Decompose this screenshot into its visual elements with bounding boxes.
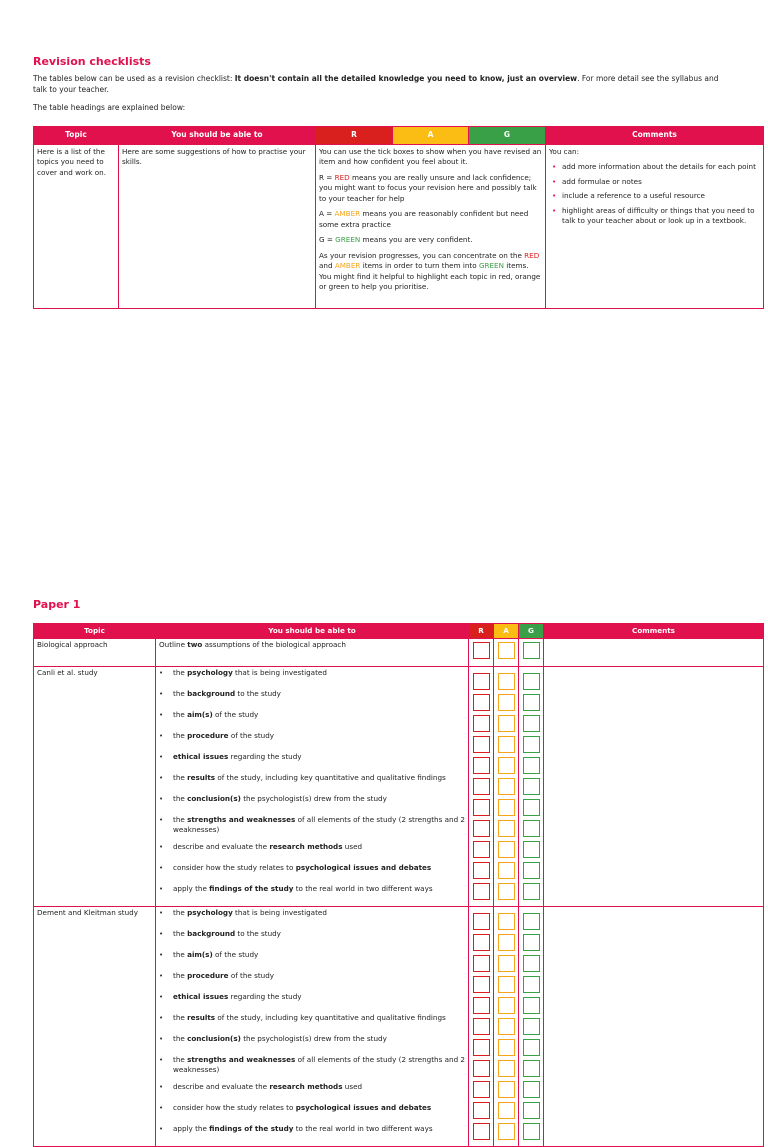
bullet-icon: • [159, 1013, 164, 1022]
bullet-icon: • [159, 884, 164, 893]
key-rag-cell [316, 144, 546, 308]
header-comments: Comments [544, 624, 764, 639]
bullet-icon: • [159, 773, 164, 782]
checkbox-stack [472, 671, 490, 902]
list-item: • add more information about the details for each point [562, 162, 760, 173]
amber-checkbox[interactable] [498, 862, 515, 879]
key-body-row [34, 144, 764, 308]
green-checkbox[interactable] [523, 883, 540, 900]
list-item [159, 950, 465, 971]
green-checkbox[interactable] [523, 736, 540, 753]
checkbox-stack [522, 671, 540, 902]
bullet-icon: • [159, 815, 164, 824]
rag-green-line: G = GREEN means you are very confident. [319, 235, 473, 244]
comments-cell[interactable] [544, 906, 764, 1146]
bullet-icon: • [159, 1103, 164, 1112]
header-a: A [494, 624, 519, 639]
green-checkbox[interactable] [523, 1081, 540, 1098]
amber-checkbox[interactable] [498, 913, 515, 930]
green-checkbox[interactable] [523, 1039, 540, 1056]
bullet-icon: • [159, 1124, 164, 1133]
red-checkbox[interactable] [473, 913, 490, 930]
green-checkbox[interactable] [523, 1018, 540, 1035]
table-row [34, 666, 764, 906]
comments-cell[interactable] [544, 666, 764, 906]
green-checkbox[interactable] [523, 976, 540, 993]
checkbox-stack [497, 911, 515, 1142]
list-item: • add formulae or notes [562, 177, 760, 188]
topic-cell: Canli et al. study [34, 666, 156, 906]
header-r: R [316, 127, 393, 145]
rag-intro: You can use the tick boxes to show when you have revised an item and how confident you feel about it. [319, 146, 542, 166]
skill-text: the conclusion(s) the psychologist(s) drew from the study [173, 1033, 387, 1043]
list-item [159, 971, 465, 992]
skill-text: the psychology that is being investigated [173, 907, 327, 917]
red-checkbox[interactable] [473, 1123, 490, 1140]
bullet-icon: • [159, 1082, 164, 1091]
amber-checkbox[interactable] [498, 1102, 515, 1119]
list-item [159, 1124, 465, 1145]
header-able: You should be able to [119, 127, 316, 145]
green-checkbox[interactable] [523, 715, 540, 732]
skill-text: consider how the study relates to psychological issues and debates [173, 1102, 432, 1112]
list-item [159, 689, 465, 710]
green-checkbox[interactable] [523, 673, 540, 690]
amber-checkbox[interactable] [498, 1018, 515, 1035]
intro-paragraph [33, 74, 733, 95]
green-checkbox[interactable] [523, 757, 540, 774]
amber-checkbox[interactable] [498, 976, 515, 993]
list-item [159, 731, 465, 752]
list-item [159, 1082, 465, 1103]
red-checkbox[interactable] [473, 736, 490, 753]
list-item [159, 1034, 465, 1055]
skill-text: consider how the study relates to psychological issues and debates [173, 862, 432, 872]
list-item [159, 1013, 465, 1034]
amber-checkbox[interactable] [498, 1039, 515, 1056]
skill-text: the aim(s) of the study [173, 949, 259, 959]
header-topic: Topic [34, 624, 156, 639]
list-item [159, 1103, 465, 1124]
list-item [159, 815, 465, 842]
skill-text: the background to the study [173, 688, 281, 698]
amber-checkbox[interactable] [498, 642, 515, 659]
amber-checkbox[interactable] [498, 955, 515, 972]
bullet-icon: • [159, 908, 164, 917]
header-topic: Topic [34, 127, 119, 145]
skill-text: ethical issues regarding the study [173, 991, 302, 1001]
green-checkbox[interactable] [523, 1060, 540, 1077]
header-g: G [469, 127, 546, 145]
checkbox-stack [497, 671, 515, 902]
bullet-icon: • [159, 1055, 164, 1064]
topic-cell: Dement and Kleitman study [34, 906, 156, 1146]
red-checkbox[interactable] [473, 1018, 490, 1035]
bullet-icon: • [159, 929, 164, 938]
list-item: • highlight areas of difficulty or things that you need to talk to your teacher about or look up in a textbook. [562, 206, 760, 227]
red-checkbox[interactable] [473, 955, 490, 972]
bullet-icon: • [159, 752, 164, 761]
amber-checkbox[interactable] [498, 715, 515, 732]
skill-cell: Outline two assumptions of the biological approach [156, 639, 469, 667]
intro-headings-note: The table headings are explained below: [33, 103, 186, 112]
list-item [159, 1055, 465, 1082]
skill-text: apply the findings of the study to the real world in two different ways [173, 1123, 433, 1133]
g-checkbox-cell[interactable] [519, 666, 544, 906]
header-g: G [519, 624, 544, 639]
red-checkbox[interactable] [473, 862, 490, 879]
list-item [159, 752, 465, 773]
amber-checkbox[interactable] [498, 1081, 515, 1098]
red-checkbox[interactable] [473, 757, 490, 774]
page-heading: Revision checklists [33, 55, 151, 68]
amber-checkbox[interactable] [498, 757, 515, 774]
red-checkbox[interactable] [473, 1039, 490, 1056]
skill-text: the results of the study, including key quantitative and qualitative findings [173, 1012, 446, 1022]
skill-text: ethical issues regarding the study [173, 751, 302, 761]
intro-text-end: . For more detail see the syllabus and talk to your teacher. [33, 74, 719, 94]
list-item [159, 863, 465, 884]
list-item [159, 794, 465, 815]
list-item [159, 710, 465, 731]
green-checkbox[interactable] [523, 642, 540, 659]
bullet-icon: • [159, 1034, 164, 1043]
paper-heading: Paper 1 [33, 598, 81, 611]
skill-text: the strengths and weaknesses of all elements of the study (2 strengths and 2 weaknesses) [173, 1054, 465, 1074]
comments-intro: You can: [549, 146, 580, 156]
red-checkbox[interactable] [473, 934, 490, 951]
list-item [159, 929, 465, 950]
list-item [159, 842, 465, 863]
paper-header-row [34, 624, 764, 639]
green-checkbox[interactable] [523, 694, 540, 711]
r-checkbox-cell[interactable] [469, 666, 494, 906]
skill-text: the results of the study, including key quantitative and qualitative findings [173, 772, 446, 782]
r-checkbox-cell[interactable] [469, 906, 494, 1146]
green-checkbox[interactable] [523, 1123, 540, 1140]
list-item [159, 908, 465, 929]
paper-table [33, 623, 764, 1147]
topic-cell: Biological approach [34, 639, 156, 667]
comments-cell[interactable] [544, 639, 764, 667]
skill-text: apply the findings of the study to the real world in two different ways [173, 883, 433, 893]
amber-checkbox[interactable] [498, 841, 515, 858]
skill-text: describe and evaluate the research methods used [173, 841, 363, 851]
bullet-icon: • [159, 710, 164, 719]
skill-text: the conclusion(s) the psychologist(s) drew from the study [173, 793, 387, 803]
amber-checkbox[interactable] [498, 778, 515, 795]
green-checkbox[interactable] [523, 820, 540, 837]
red-checkbox[interactable] [473, 642, 490, 659]
bullet-icon: • [159, 992, 164, 1001]
skill-text: the procedure of the study [173, 730, 275, 740]
list-item [159, 992, 465, 1013]
key-topic-cell: Here is a list of the topics you need to cover and work on. [34, 144, 119, 308]
rag-amber-line: A = AMBER means you are reasonably confident but need some extra practice [319, 209, 529, 229]
amber-checkbox[interactable] [498, 736, 515, 753]
green-checkbox[interactable] [523, 997, 540, 1014]
red-checkbox[interactable] [473, 997, 490, 1014]
green-checkbox[interactable] [523, 955, 540, 972]
amber-checkbox[interactable] [498, 694, 515, 711]
bullet-icon: • [159, 863, 164, 872]
amber-checkbox[interactable] [498, 820, 515, 837]
bullet-icon: • [159, 731, 164, 740]
green-checkbox[interactable] [523, 841, 540, 858]
intro-bold-text: It doesn't contain all the detailed knowledge you need to know, just an overview [234, 74, 578, 83]
amber-checkbox[interactable] [498, 883, 515, 900]
red-checkbox[interactable] [473, 715, 490, 732]
skill-text: the psychology that is being investigated [173, 667, 327, 677]
green-checkbox[interactable] [523, 1102, 540, 1119]
bullet-icon: • [159, 950, 164, 959]
red-checkbox[interactable] [473, 778, 490, 795]
amber-checkbox[interactable] [498, 934, 515, 951]
red-checkbox[interactable] [473, 883, 490, 900]
red-checkbox[interactable] [473, 694, 490, 711]
skill-cell [156, 906, 469, 1146]
bullet-icon: • [159, 971, 164, 980]
bullet-icon: • [159, 668, 164, 677]
g-checkbox-cell[interactable] [519, 906, 544, 1146]
skill-text: the strengths and weaknesses of all elements of the study (2 strengths and 2 weaknesses) [173, 814, 465, 834]
red-checkbox[interactable] [473, 1081, 490, 1098]
amber-checkbox[interactable] [498, 1123, 515, 1140]
red-checkbox[interactable] [473, 820, 490, 837]
green-checkbox[interactable] [523, 934, 540, 951]
key-able-cell: Here are some suggestions of how to practise your skills. [119, 144, 316, 308]
red-checkbox[interactable] [473, 799, 490, 816]
skill-text: describe and evaluate the research methods used [173, 1081, 363, 1091]
list-item: • include a reference to a useful resource [562, 191, 760, 202]
red-checkbox[interactable] [473, 841, 490, 858]
a-checkbox-cell[interactable] [494, 666, 519, 906]
header-able: You should be able to [156, 624, 469, 639]
list-item [159, 773, 465, 794]
a-checkbox-cell[interactable] [494, 639, 519, 667]
header-comments: Comments [546, 127, 764, 145]
red-checkbox[interactable] [473, 673, 490, 690]
header-r: R [469, 624, 494, 639]
skill-text: the procedure of the study [173, 970, 275, 980]
list-item [159, 884, 465, 905]
list-item [159, 668, 465, 689]
a-checkbox-cell[interactable] [494, 906, 519, 1146]
table-row [34, 639, 764, 667]
bullet-icon: • [159, 842, 164, 851]
key-comments-cell [546, 144, 764, 308]
rag-progress-note: As your revision progresses, you can concentrate on the RED and AMBER items in order to turn them into GREEN items. You might find it helpful to highlight each topic in red, orange or green to help you prioritise. [319, 250, 541, 291]
rag-red-line: R = RED means you are really unsure and lack confidence; you might want to focus your revision here and possibly talk to your teacher for help [319, 172, 537, 203]
skill-text: the background to the study [173, 928, 281, 938]
amber-checkbox[interactable] [498, 799, 515, 816]
green-checkbox[interactable] [523, 913, 540, 930]
skill-cell [156, 666, 469, 906]
green-checkbox[interactable] [523, 778, 540, 795]
table-row [34, 906, 764, 1146]
r-checkbox-cell[interactable] [469, 639, 494, 667]
red-checkbox[interactable] [473, 976, 490, 993]
key-table [33, 126, 764, 309]
comments-list [549, 162, 760, 227]
key-header-row [34, 127, 764, 145]
g-checkbox-cell[interactable] [519, 639, 544, 667]
green-checkbox[interactable] [523, 862, 540, 879]
red-checkbox[interactable] [473, 1060, 490, 1077]
green-checkbox[interactable] [523, 799, 540, 816]
red-checkbox[interactable] [473, 1102, 490, 1119]
bullet-icon: • [159, 794, 164, 803]
checkbox-stack [472, 911, 490, 1142]
bullet-icon: • [159, 689, 164, 698]
amber-checkbox[interactable] [498, 673, 515, 690]
amber-checkbox[interactable] [498, 1060, 515, 1077]
header-a: A [393, 127, 469, 145]
skill-text: the aim(s) of the study [173, 709, 259, 719]
intro-text: The tables below can be used as a revision checklist: [33, 74, 235, 83]
checkbox-stack [522, 911, 540, 1142]
amber-checkbox[interactable] [498, 997, 515, 1014]
